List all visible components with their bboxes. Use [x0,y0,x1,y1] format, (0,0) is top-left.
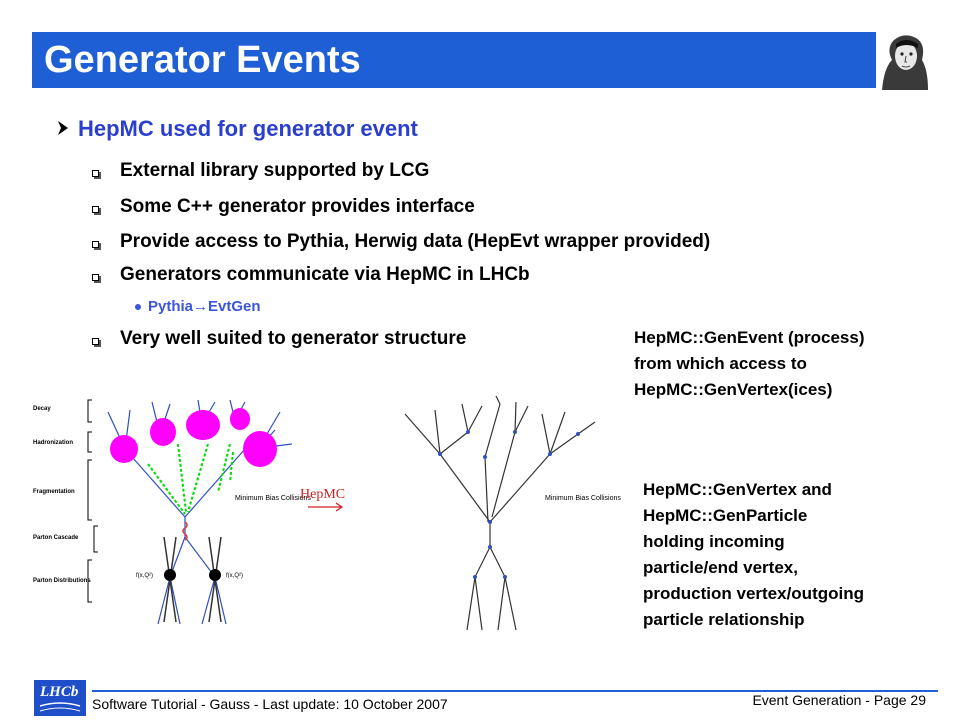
right-event-tree [405,396,595,630]
gluon-springs [148,444,233,514]
square-bullet-icon [92,274,99,281]
sub-bullet-text: External library supported by LCG [120,160,430,181]
hadronization-blobs [110,408,277,467]
stage-label-fragmentation: Fragmentation [33,489,75,495]
min-bias-label-left: Minimum Bias Collisions [235,495,311,502]
sub-bullet-text: Provide access to Pythia, Herwig data (HepEvt wrapper provided) [120,231,711,252]
sub-bullet-text: Generators communicate via HepMC in LHCb [120,264,530,285]
square-bullet-icon [92,338,99,345]
square-bullet-icon [92,241,99,248]
parton-vertex-left [164,569,176,581]
footer-left-text: Software Tutorial - Gauss - Last update: 10 October 2007 [92,696,448,712]
footer-page-number: Event Generation - Page 29 [752,692,926,708]
hepmc-arrow-label: HepMC [300,487,346,502]
event-diagram [30,392,621,642]
lhcb-logo [34,680,86,716]
lhcb-logo-text: LHCb [40,684,79,700]
stage-label-parton-distributions: Parton Distributions [33,578,91,584]
slide-title: Generator Events [44,39,361,81]
pdf-label-right: f(x,Q²) [226,573,243,579]
note-genevent: HepMC::GenEvent (process) from which access to HepMC::GenVertex(ices) [634,328,865,399]
arrow-bullet-icon [56,119,72,137]
square-bullet-icon [92,206,99,213]
sub-bullet-text: Some C++ generator provides interface [120,196,475,217]
pdf-label-left: f(x,Q²) [136,573,153,579]
parton-vertex-right [209,569,221,581]
stage-label-decay: Decay [33,406,51,412]
main-bullet-text: HepMC used for generator event [78,116,418,141]
sub-sub-bullet-text: Pythia→EvtGen [148,298,261,315]
sub-bullet-text: Very well suited to generator structure [120,328,467,349]
stage-label-parton-cascade: Parton Cascade [33,535,79,541]
stage-label-hadronization: Hadronization [33,440,73,446]
min-bias-label-right: Minimum Bias Collisions [545,495,621,502]
square-bullet-icon [92,170,99,177]
stage-brackets [88,400,98,602]
hepmc-arrow-icon [308,503,342,511]
note-genvertex: HepMC::GenVertex and HepMC::GenParticle holding incoming particle/end vertex, production vertex/outgoing particle relationship [643,480,864,629]
dot-bullet-icon [135,304,141,310]
